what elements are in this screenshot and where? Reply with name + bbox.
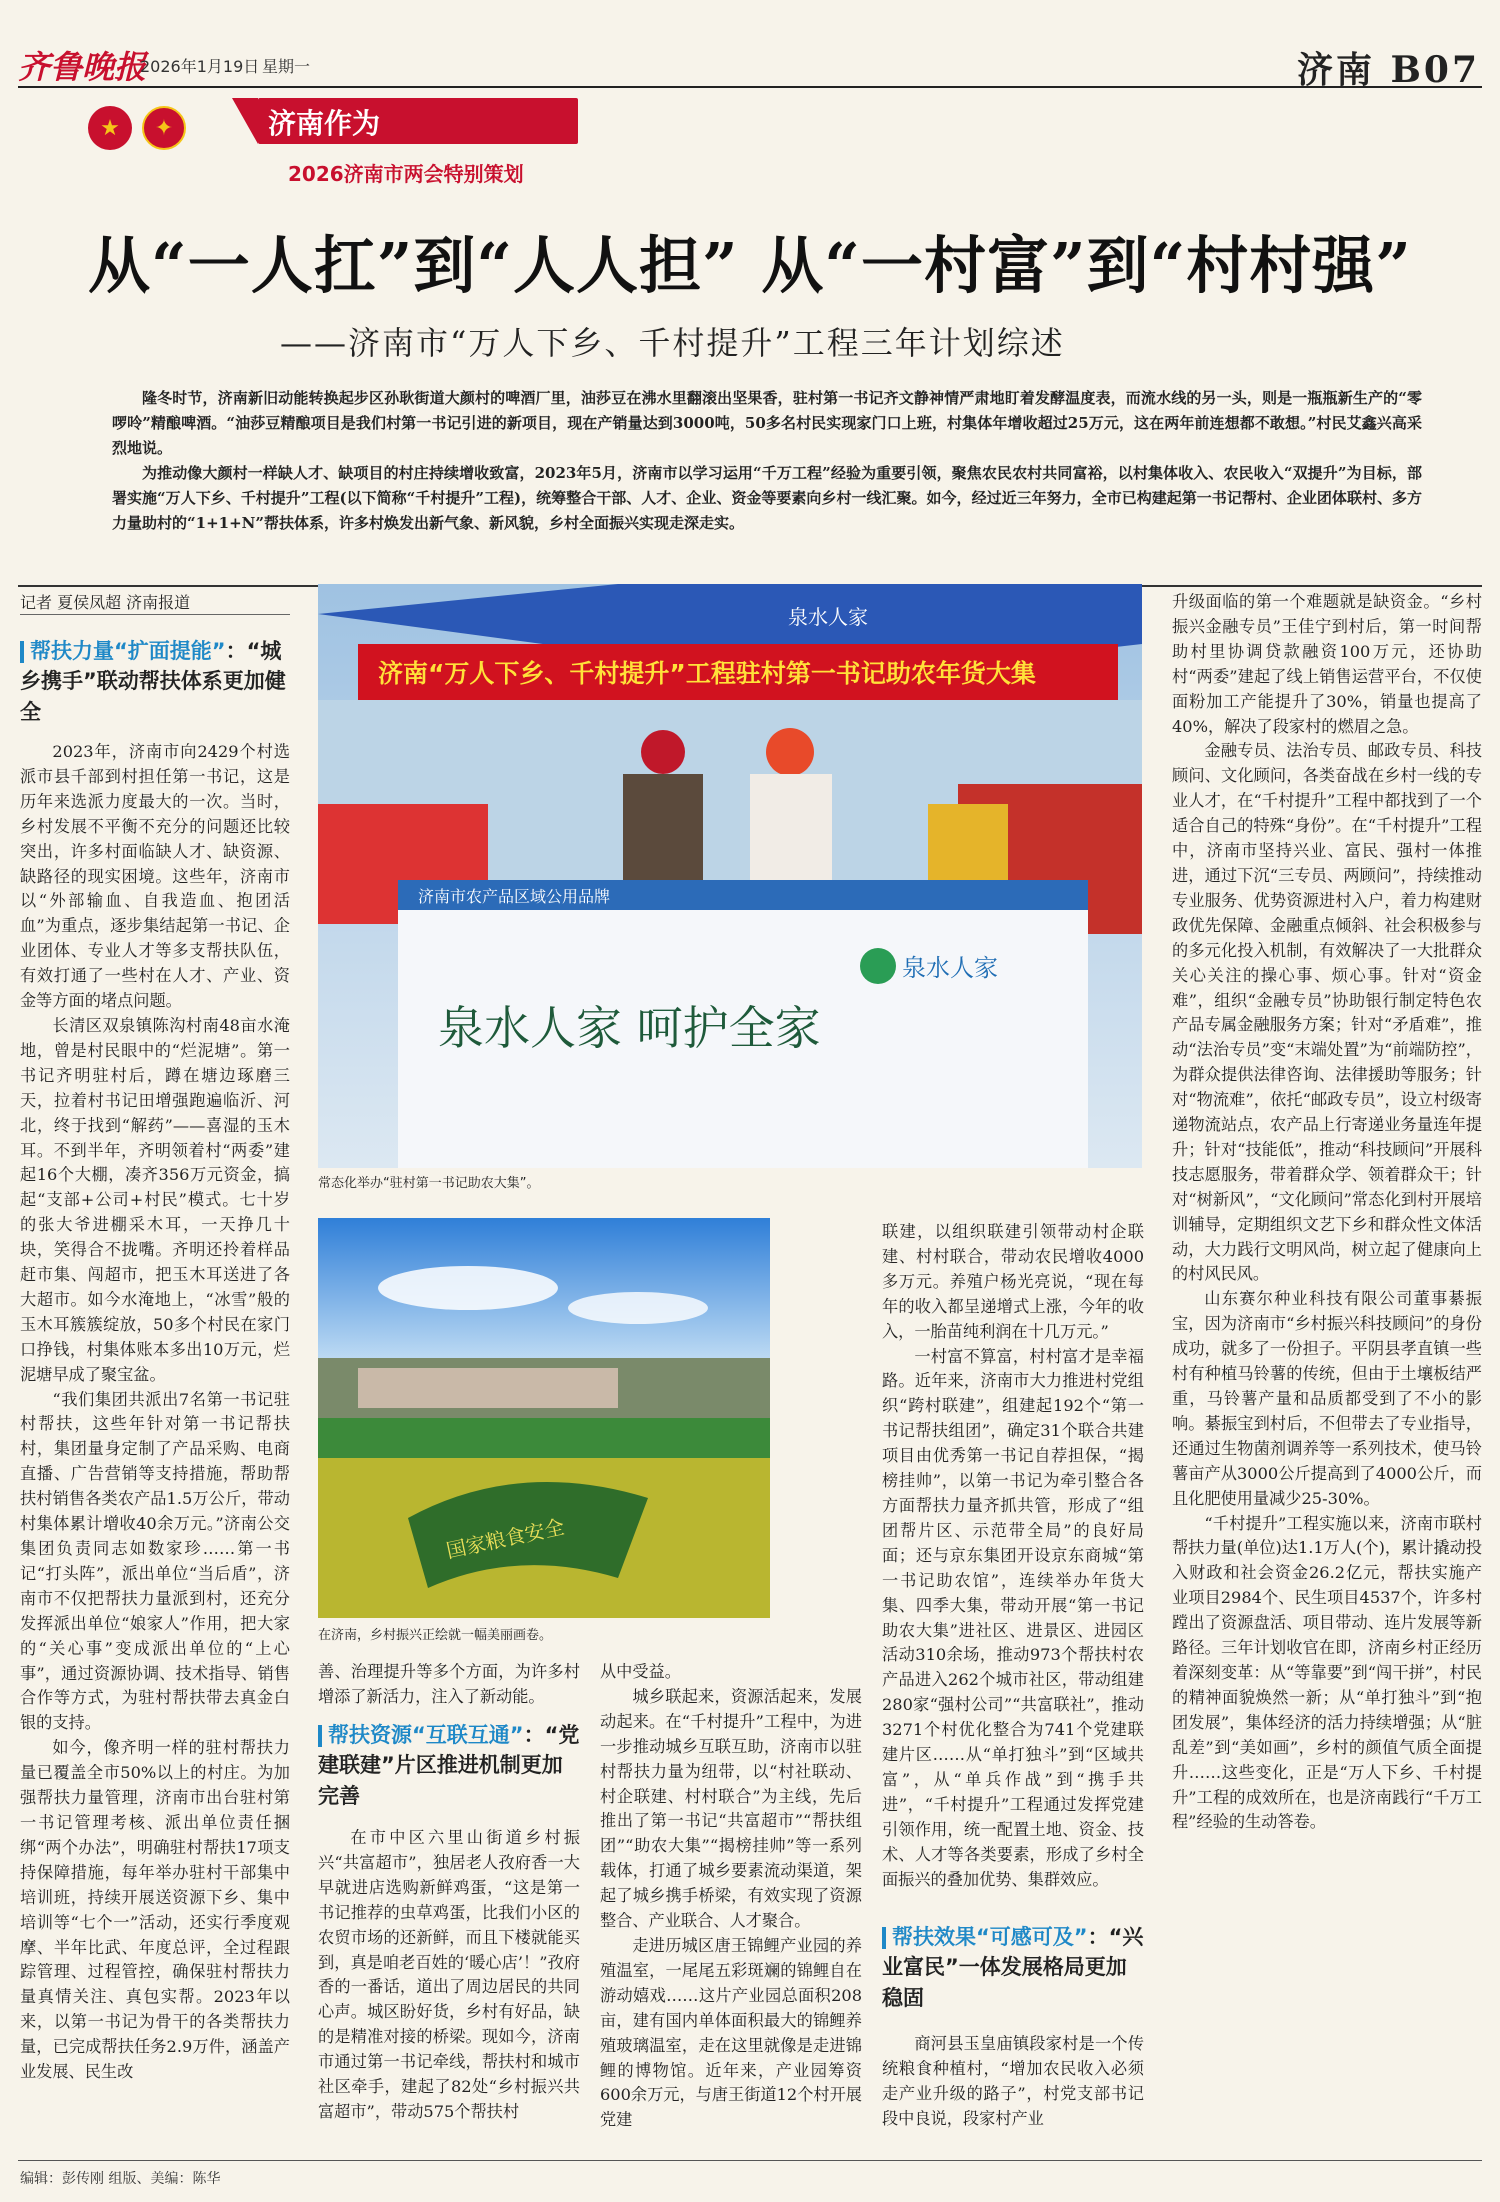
article-column-b-body <box>318 1826 580 2125</box>
special-subtitle: 2026济南市两会特别策划 <box>288 162 524 186</box>
article-paragraph: 升级面临的第一个难题就是缺资金。“乡村振兴金融专员”王佳宁到村后，第一时间帮助村里协调贷款融资100万元，还协助村“两委”建起了线上销售运营平台，不仅使面粉加工产能提升了30%，销量也提高了40%，解决了段家村的燃眉之急。 <box>1172 592 1482 736</box>
heading-bar-icon <box>882 1927 886 1949</box>
section-heading-1 <box>20 636 290 727</box>
article-paragraph: 走进历城区唐王锦鲤产业园的养殖温室，一尾尾五彩斑斓的锦鲤自在游动嬉戏……这片产业园总面积208亩，建有国内单体面积最大的锦鲤养殖玻璃温室，走在这里就像是走进锦鲤的博物馆。近年来，产业园筹资600余万元，与唐王街道12个村开展党建 <box>600 1935 862 2130</box>
national-emblem-icon: ★ <box>88 106 132 150</box>
section-heading-2 <box>318 1720 580 1811</box>
footer-rule <box>18 2160 1482 2161</box>
issue-weekday: 星期一 <box>262 57 311 76</box>
newspaper-logo: 齐鲁晚报 <box>18 48 147 86</box>
article-column-e <box>1172 590 1482 1835</box>
heading-quote: “可感可及” <box>976 1925 1088 1949</box>
page-section: 济南 B07 <box>1296 49 1480 91</box>
heading-keyword: 帮扶效果 <box>892 1925 976 1949</box>
photo-market-stall <box>318 584 1142 1168</box>
article-paragraph: 金融专员、法治专员、邮政专员、科技顾问、文化顾问，各类奋战在乡村一线的专业人才，在“千村提升”工程中都找到了一个适合自己的特殊“身份”。在“千村提升”工程中，济南市坚持兴业、富民、强村一体推进，通过下沉“三专员、两顾问”，持续推动专业服务、优势资源进村入户，着力构建财政优先保障、金融重点倾斜、社会积极参与的多元化投入机制，有效解决了一大批群众关心关注的操心事、烦心事。针对“资金难”，组织“金融专员”协助银行制定特色农产品专属金融服务方案；针对“矛盾难”，推动“法治专员”变“末端处置”为“前端防控”，为群众提供法律咨询、法律援助等服务；针对“物流难”，依托“邮政专员”，设立村级寄递物流站点，农产品上行寄递业务量连年提升；针对“技能低”，推动“科技顾问”开展科技志愿服务，带着群众学、领着群众干；针对“树新风”，“文化顾问”常态化到村开展培训辅导，定期组织文艺下乡和群众性文体活动，大力践行文明风尚，树立起了健康向上的村风民风。 <box>1172 741 1482 1284</box>
section-heading-3 <box>882 1922 1144 2013</box>
heading-keyword: 帮扶资源 <box>328 1723 412 1747</box>
sub-headline: ——济南市“万人下乡、千村提升”工程三年计划综述 <box>280 324 1065 362</box>
logo-text: 泉水人家 <box>902 954 998 982</box>
article-paragraph: “我们集团共派出7名第一书记驻村帮扶，这些年针对第一书记帮扶村，集团量身定制了产品采购、电商直播、广告营销等支持措施，帮助帮扶村销售各类农产品1.5万公斤，带动村集体累计增收40余万元。”济南公交集团负责同志如数家珍……第一书记“打头阵”，派出单位“当后盾”，济南市不仅把帮扶力量派到村，还充分发挥派出单位“娘家人”作用，把大家的“关心事”变成派出单位的“上心事”，通过资源协调、技术指导、销售合作等方式，为驻村帮扶带去真金白银的支持。 <box>20 1389 290 1733</box>
issue-date: 2026年1月19日 <box>140 57 260 76</box>
special-banner <box>18 94 578 200</box>
heading-keyword: 帮扶力量 <box>30 639 114 663</box>
article-paragraph: 从中受益。 <box>600 1662 681 1681</box>
divider <box>20 614 290 615</box>
article-paragraph: 联建，以组织联建引领带动村企联建、村村联合，带动农民增收4000多万元。养殖户杨光亮说，“现在每年的收入都呈递增式上涨，今年的收入，一胎苗纯利润在十几万元。” <box>882 1222 1144 1341</box>
column-title: 济南作为 <box>268 107 381 140</box>
field-text: 国家粮食安全 <box>444 1514 567 1563</box>
lead-paragraphs <box>112 386 1422 536</box>
heading-quote: “扩面提能” <box>114 639 226 663</box>
article-paragraph: 善、治理提升等多个方面，为许多村增添了新活力，注入了新动能。 <box>318 1662 580 1706</box>
brand-top-text: 泉水人家 <box>788 605 868 629</box>
heading-text: ：“兴业富民”一体发展格局更加稳固 <box>882 1925 1144 2010</box>
byline: 记者 夏侯凤超 济南报道 <box>20 593 191 612</box>
table-slogan-text: 泉水人家 呵护全家 <box>438 1001 821 1055</box>
article-column-a <box>20 740 290 2085</box>
article-column-d <box>882 1220 1144 1892</box>
tent-banner-text: 济南“万人下乡、千村提升”工程驻村第一书记助农年货大集 <box>378 659 1036 688</box>
article-column-d-body <box>882 2032 1144 2132</box>
article-column-c <box>600 1660 862 2133</box>
lead-paragraph: 为推动像大颜村一样缺人才、缺项目的村庄持续增收致富，2023年5月，济南市以学习运用“千万工程”经验为重要引领，聚焦农民农村共同富裕，以村集体收入、农民收入“双提升”为目标，部署实施“万人下乡、千村提升”工程(以下简称“千村提升”工程)，统筹整合干部、人才、企业、资金等要素向乡村一线汇聚。如今，经过近三年努力，全市已构建起第一书记帮村、企业团体联村、多方力量助村的“1+1+N”帮扶体系，许多村焕发出新气象、新风貌，乡村全面振兴实现走深走实。 <box>112 464 1422 532</box>
article-paragraph: 山东赛尔种业科技有限公司董事綦振宝，因为济南市“乡村振兴科技顾问”的身份成功，就多了一份担子。平阴县孝直镇一些村有种植马铃薯的传统，但由于土壤板结严重，马铃薯产量和品质都受到了不小的影响。綦振宝到村后，不但带去了专业指导，还通过生物菌剂调养等一系列技术，使马铃薯亩产从3000公斤提高到了4000公斤，而且化肥使用量减少25-30%。 <box>1172 1289 1482 1508</box>
article-paragraph: 商河县玉皇庙镇段家村是一个传统粮食种植村，“增加农民收入必须走产业升级的路子”，村党支部书记段中良说，段家村产业 <box>882 2034 1144 2128</box>
article-paragraph: 如今，像齐明一样的驻村帮扶力量已覆盖全市50%以上的村庄。为加强帮扶力量管理，济南市出台驻村第一书记管理考核、派出单位责任捆绑“两个办法”，明确驻村帮扶17项支持保障措施，每年举办驻村干部集中培训班，持续开展送资源下乡、集中培训等“七个一”活动，还实行季度观摩、半年比武、年度总评，全过程跟踪管理、过程管控，确保驻村帮扶力量真情关注、真包实帮。2023年以来，以第一书记为骨干的各类帮扶力量，已完成帮扶任务2.9万件，涵盖产业发展、民生改 <box>20 1738 290 2082</box>
heading-text: ：“城乡携手”联动帮扶体系更加健全 <box>20 639 286 724</box>
article-paragraph: 一村富不算富，村村富才是幸福路。近年来，济南市大力推进村党组织“跨村联建”，组建起192个“第一书记帮扶组团”，确定31个联合共建项目由优秀第一书记自荐担保，“揭榜挂帅”，以第一书记为牵引整合各方面帮扶力量齐抓共管，形成了“组团帮片区、示范带全局”的良好局面；还与京东集团开设京东商城“第一书记助农馆”，连续举办年货大集、四季大集，带动开展“第一书记助农大集”进社区、进景区、进园区活动310余场，推动973个帮扶村农产品进入262个城市社区，带动组建280家“强村公司”“共富联社”，推动3271个村优化整合为741个党建联建片区……从“单打独斗”到“区域共富”，从“单兵作战”到“携手共进”，“千村提升”工程通过发挥党建引领作用，统一配置土地、资金、技术、人才等各类要素，形成了乡村全面振兴的叠加优势、集群效应。 <box>882 1346 1144 1889</box>
market-stall-illustration <box>318 584 1142 1168</box>
article-paragraph: 在市中区六里山街道乡村振兴“共富超市”，独居老人孜府香一大早就进店选购新鲜鸡蛋，“这是第一书记推荐的虫草鸡蛋，比我们小区的农贸市场的还新鲜，而且下楼就能买到，真是咱老百姓的‘暖心店’！”孜府香的一番话，道出了周边居民的共同心声。城区盼好货，乡村有好品，缺的是精准对接的桥梁。现如今，济南市通过第一书记牵线，帮扶村和城市社区牵手，建起了82处“乡村振兴共富超市”，带动575个帮扶村 <box>318 1828 580 2121</box>
article-paragraph: 城乡联起来，资源活起来，发展动起来。在“千村提升”工程中，为进一步推动城乡互联互助，济南市以驻村帮扶力量为纽带，以“村社联动、村企联建、村村联合”为主线，先后推出了第一书记“共富超市”“帮扶组团”“助农大集”“揭榜挂帅”等一系列载体，打通了城乡要素流动渠道，架起了城乡携手桥梁，有效实现了资源整合、产业联合、人才聚合。 <box>600 1686 862 1931</box>
photo-caption: 常态化举办“驻村第一书记助农大集”。 <box>318 1176 540 1191</box>
heading-text: ：“党建联建”片区推进机制更加完善 <box>318 1723 580 1808</box>
lead-paragraph: 隆冬时节，济南新旧动能转换起步区孙耿街道大颜村的啤酒厂里，油莎豆在沸水里翻滚出坚果香，驻村第一书记齐文静神情严肃地盯着发酵温度表，而流水线的另一头，则是一瓶瓶新生产的“零啰呤”精酿啤酒。“油莎豆精酿项目是我们村第一书记引进的新项目，现在产销量达到3000吨，50多名村民实现家门口上班，村集体年增收超过25万元，这在两年前连想都不敢想。”村民艾鑫兴高采烈地说。 <box>112 389 1422 457</box>
heading-quote: “互联互通” <box>412 1723 524 1747</box>
article-column-b <box>318 1660 580 1710</box>
table-label-text: 济南市农产品区域公用品牌 <box>418 887 611 906</box>
masthead <box>0 0 1500 90</box>
aerial-fields-illustration <box>318 1218 770 1618</box>
article-paragraph: “千村提升”工程实施以来，济南市联村帮扶力量(单位)达1.1万人(个)，累计撬动投入财政和社会资金26.2亿元，帮扶实施产业项目2984个、民生项目4537个，许多村蹚出了资源盘活、项目带动、连片发展等新路径。三年计划收官在即，济南乡村正经历着深刻变革：从“等靠要”到“闯干拼”，村民的精神面貌焕然一新；从“单打独斗”到“抱团发展”，集体经济的活力持续增强；从“脏乱差”到“美如画”，乡村的颜值气质全面提升……这些变化，正是“万人下乡、千村提升”工程的成效所在，也是济南践行“千万工程”经验的生动答卷。 <box>1172 1513 1483 1832</box>
heading-bar-icon <box>318 1725 322 1747</box>
article-paragraph: 2023年，济南市向2429个村选派市县千部到村担任第一书记，这是历年来选派力度最大的一次。当时，乡村发展不平衡不充分的问题还比较突出，许多村面临缺人才、缺资源、缺路径的现实困境。这些年，济南市以“外部输血、自我造血、抱团活血”为重点，逐步集结起第一书记、企业团体、专业人才等多支帮扶队伍，有效打通了一些村在人才、产业、资金等方面的堵点问题。 <box>20 742 290 1011</box>
cppcc-emblem-icon: ✦ <box>142 106 186 150</box>
photo-aerial-fields <box>318 1218 770 1618</box>
main-headline: 从“一人扛”到“人人担” 从“一村富”到“村村强” <box>88 229 1412 302</box>
heading-bar-icon <box>20 641 24 663</box>
photo-caption: 在济南，乡村振兴正绘就一幅美丽画卷。 <box>318 1628 553 1643</box>
editor-credits: 编辑：彭传刚 组版、美编：陈华 <box>20 2171 221 2187</box>
article-paragraph: 长清区双泉镇陈沟村南48亩水淹地，曾是村民眼中的“烂泥塘”。第一书记齐明驻村后，蹲在塘边琢磨三天，拉着村书记田增强跑遍临沂、河北，终于找到“解药”——喜湿的玉木耳。不到半年，齐明领着村“两委”建起16个大棚，凑齐356万元资金，搞起“支部+公司+村民”模式。七十岁的张大爷进棚采木耳，一天挣几十块，笑得合不拢嘴。齐明还拎着样品赶市集、闯超市，把玉木耳送进了各大超市。如今水淹地上，“冰雪”般的玉木耳簇簇绽放，50多个村民在家门口挣钱，村集体账本多出10万元，烂泥塘早成了聚宝盆。 <box>20 1015 290 1384</box>
masthead-rule <box>18 86 1482 88</box>
